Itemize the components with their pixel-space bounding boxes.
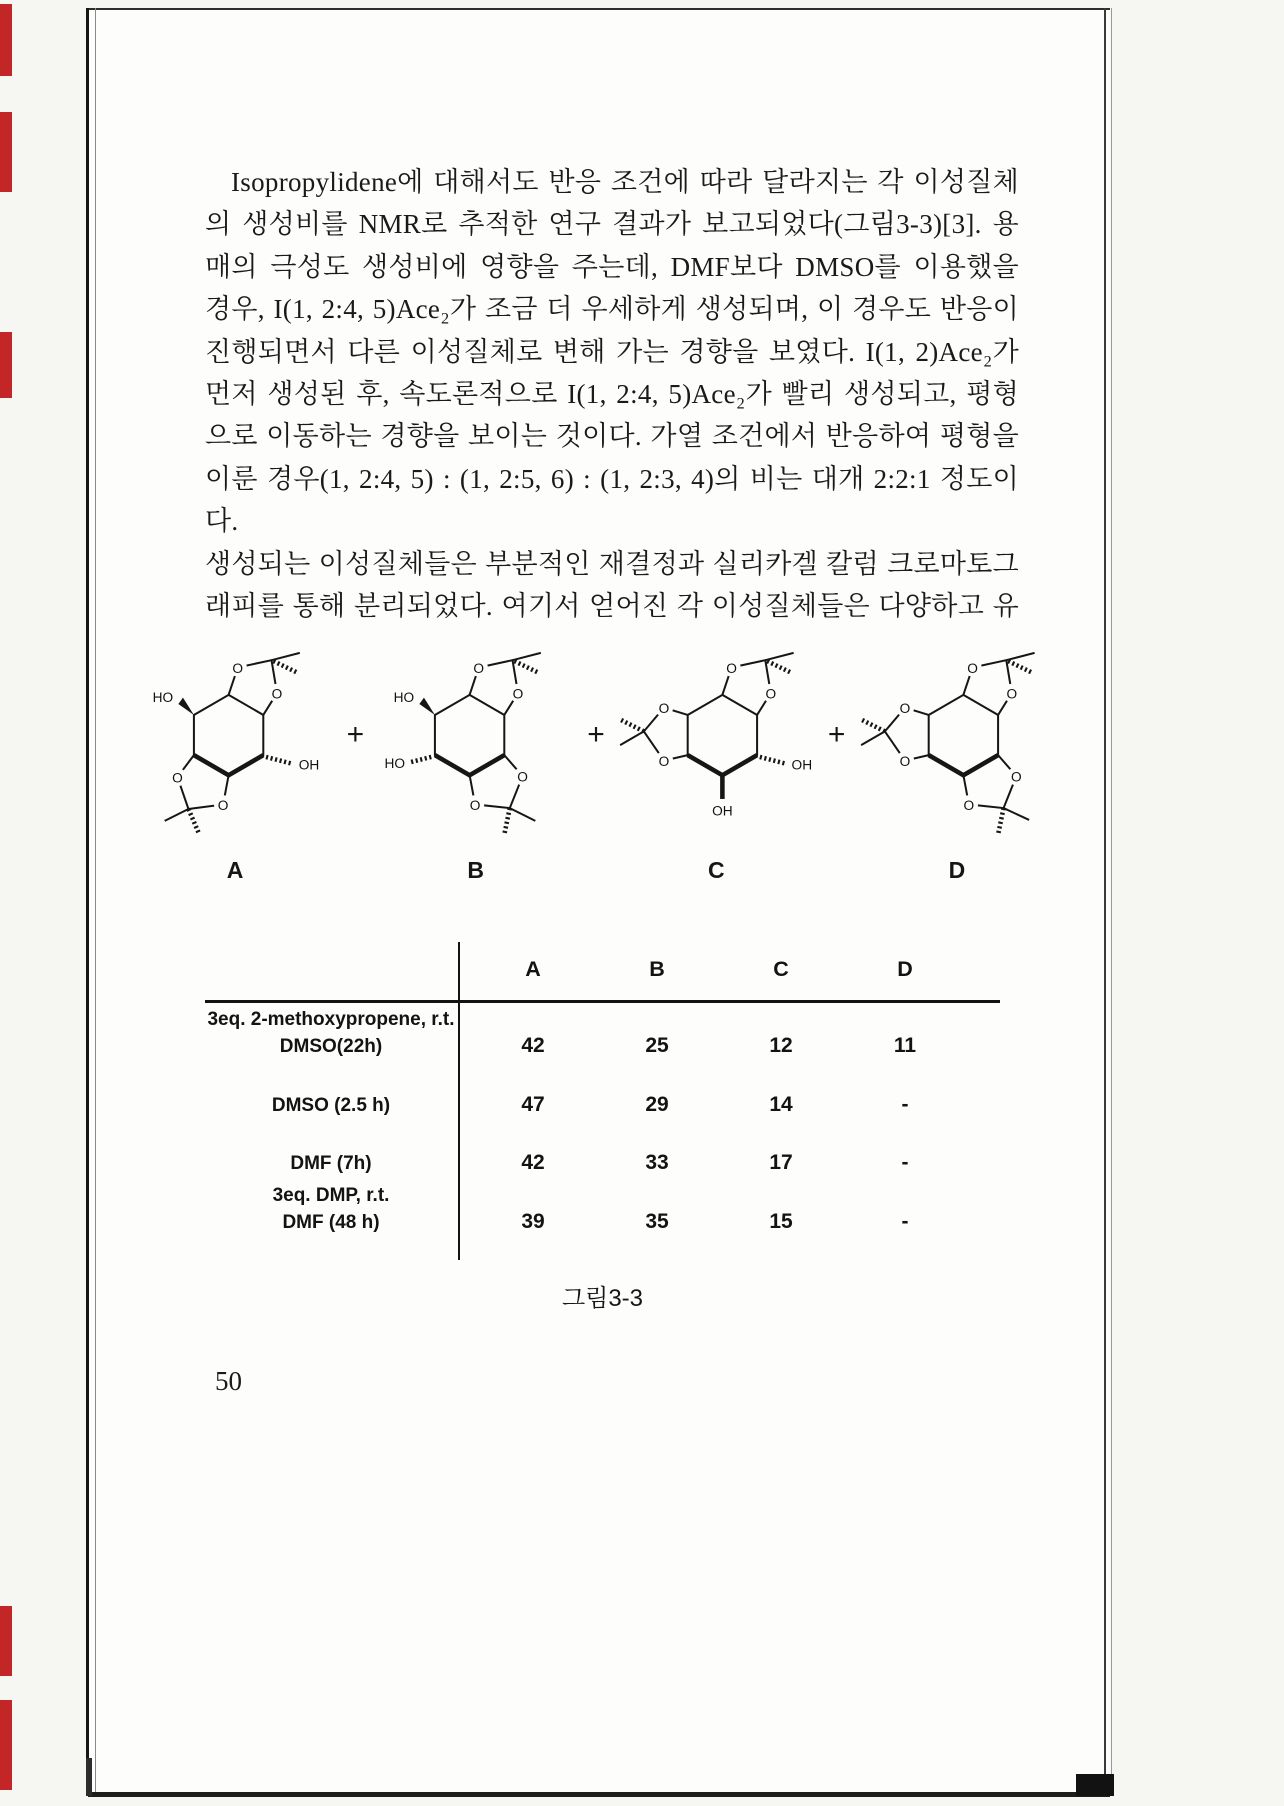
hydroxyl-label: HO (384, 755, 405, 771)
table-cell: 15 (769, 1210, 793, 1233)
figure-caption: 그림3-3 (561, 1285, 644, 1312)
oxygen-label: O (1010, 769, 1022, 785)
table-cell: - (901, 1210, 909, 1233)
table-cell: 42 (521, 1034, 545, 1057)
table-row (205, 1185, 1000, 1254)
paragraph-line: 래피를 통해 분리되었다. 여기서 얻어진 각 이성질체들은 다양하고 유 (205, 591, 1019, 622)
structure-b-diagram (371, 618, 581, 853)
oxygen-label: O (172, 770, 183, 786)
structure-label-b: B (467, 857, 484, 883)
paragraph-line: 진행되면서 다른 이성질체로 변해 가는 경향을 보였다. I(1, 2)Ace₂가 (205, 336, 1019, 367)
oxygen-label: O (765, 686, 777, 702)
scan-corner-shadow (86, 1758, 92, 1796)
table-cell: 11 (893, 1034, 917, 1057)
paragraph-line: 이룬 경우(1, 2:4, 5) : (1, 2:5, 6) : (1, 2:3, 4)의 비는 대개 2:2:1 정도이다. (205, 463, 1019, 537)
structure-d (852, 618, 1062, 884)
table-cell: 39 (521, 1210, 545, 1233)
oxygen-label: O (512, 686, 523, 702)
structure-a-diagram (130, 618, 340, 853)
structure-c (611, 618, 821, 884)
oxygen-label: O (217, 797, 229, 813)
oxygen-label: O (899, 754, 911, 770)
column-header-c: C (773, 956, 789, 981)
oxygen-label: O (271, 686, 283, 702)
table-cell: 12 (769, 1034, 793, 1057)
scan-corner-shadow (1076, 1774, 1114, 1796)
table-cell: 47 (521, 1093, 545, 1116)
hydroxyl-label: OH (791, 757, 813, 773)
table-cell: 33 (645, 1151, 669, 1174)
table-cell: 14 (769, 1093, 793, 1116)
table-header-row (205, 938, 1000, 1000)
oxygen-label: O (1006, 686, 1018, 702)
page-edge-bottom (88, 1792, 1110, 1797)
oxygen-label: O (967, 660, 978, 676)
page-spine-line-inner (95, 8, 96, 1796)
paragraph-line: 의 생성비를 NMR로 추적한 연구 결과가 보고되었다(그림3-3)[3]. 용 (205, 209, 1019, 240)
table-cell: - (901, 1151, 909, 1174)
row-condition: DMF (7h) (290, 1152, 372, 1174)
plus-sign: + (587, 718, 605, 751)
table-cell: 25 (645, 1034, 669, 1057)
paragraph-line: 먼저 생성된 후, 속도론적으로 I(1, 2:4, 5)Ace₂가 빨리 생성되고, 평형 (205, 379, 1019, 410)
red-registration-mark (0, 1606, 12, 1676)
row-condition: 3eq. 2-methoxypropene, r.t. DMSO(22h) (207, 1009, 455, 1057)
structure-label-d: D (948, 857, 966, 883)
oxygen-label: O (658, 701, 670, 717)
hydroxyl-label: OH (712, 803, 733, 819)
table-cell: 35 (645, 1210, 669, 1233)
table-horizontal-rule (205, 1000, 1000, 1003)
paragraph (205, 161, 1019, 627)
structure-d-diagram (852, 618, 1062, 853)
reaction-scheme (130, 618, 1062, 884)
paragraph-line: Isopropylidene에 대해서도 반응 조건에 따라 달라지는 각 이성질체 (231, 167, 1019, 197)
table-row (205, 1004, 1000, 1088)
table-cell: 17 (769, 1151, 793, 1174)
paragraph-line: 으로 이동하는 경향을 보이는 것이다. 가열 조건에서 반응하여 평형을 (205, 421, 1019, 452)
oxygen-label: O (963, 797, 975, 813)
plus-sign: + (827, 718, 846, 751)
structure-label-c: C (708, 857, 725, 883)
oxygen-label: O (232, 660, 244, 676)
table-cell: 42 (521, 1151, 545, 1174)
red-registration-mark (0, 332, 12, 398)
row-condition: 3eq. DMP, r.t. DMF (48 h) (272, 1185, 390, 1233)
table-cell: 29 (645, 1093, 669, 1116)
page-edge-right (1104, 8, 1106, 1796)
red-registration-mark (0, 112, 12, 192)
structure-b (371, 618, 581, 884)
column-header-a: A (525, 956, 541, 981)
column-header-b: B (649, 956, 665, 981)
structure-c-diagram (611, 618, 821, 853)
row-condition: DMSO (2.5 h) (271, 1094, 391, 1116)
table-row (205, 1078, 1000, 1132)
hydroxyl-label: HO (152, 690, 174, 706)
red-registration-mark (0, 4, 12, 76)
table-cell: - (901, 1093, 909, 1116)
page-edge-top (88, 8, 1110, 10)
oxygen-label: O (469, 797, 481, 813)
page-edge-right-inner (1111, 8, 1112, 1796)
plus-sign: + (346, 718, 365, 751)
oxygen-label: O (658, 754, 670, 770)
hydroxyl-label: HO (393, 690, 414, 706)
page-number: 50 (215, 1366, 242, 1396)
column-header-d: D (897, 956, 913, 981)
oxygen-label: O (726, 660, 738, 676)
structure-label-a: A (226, 857, 244, 883)
paragraph-line: 경우, I(1, 2:4, 5)Ace₂가 조금 더 우세하게 생성되며, 이 경우도 반응이 (205, 294, 1019, 325)
paragraph-line: 매의 극성도 생성비에 영향을 주는데, DMF보다 DMSO를 이용했을 (205, 251, 1019, 282)
red-registration-mark (0, 1700, 12, 1790)
paragraph-line: 생성되는 이성질체들은 부분적인 재결정과 실리카겔 칼럼 크로마토그 (205, 548, 1019, 579)
structure-a (130, 618, 340, 884)
hydroxyl-label: OH (298, 757, 320, 773)
oxygen-label: O (473, 660, 484, 676)
oxygen-label: O (516, 769, 528, 785)
page-spine-line (86, 8, 89, 1796)
oxygen-label: O (899, 701, 911, 717)
results-table (205, 938, 1000, 1268)
